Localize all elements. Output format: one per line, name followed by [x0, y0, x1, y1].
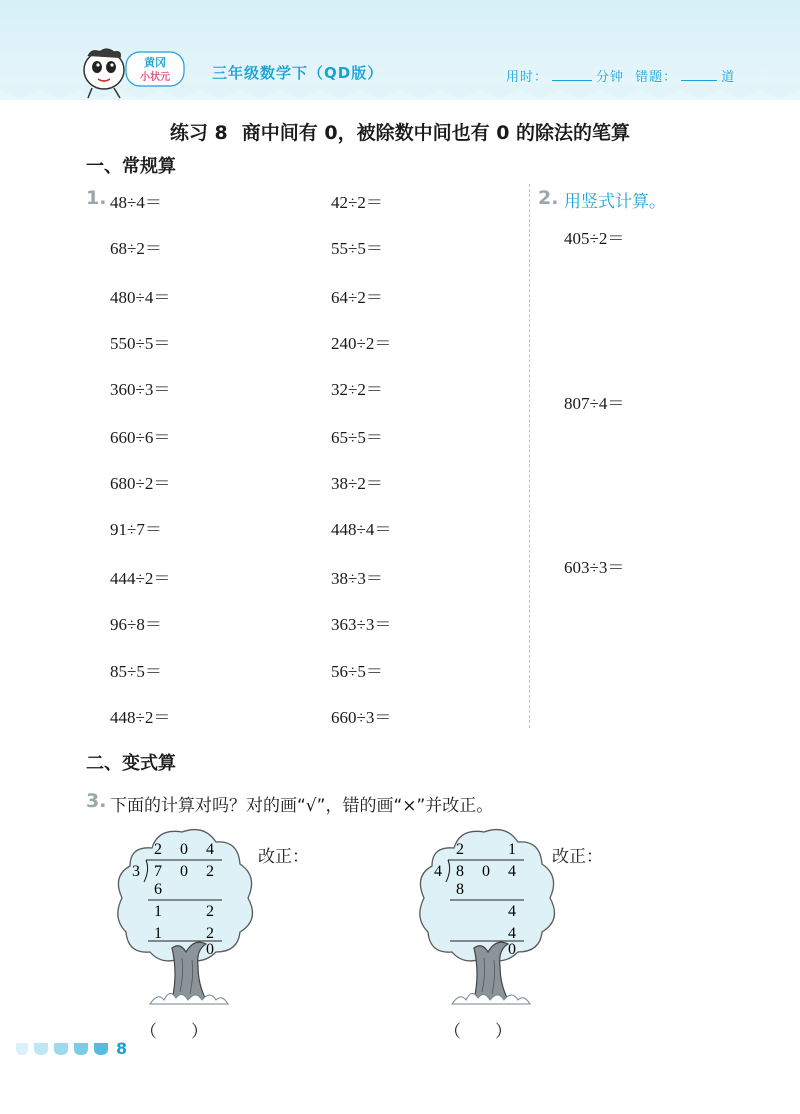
division-problem[interactable]: 660÷3＝	[331, 708, 392, 727]
vertical-problem[interactable]: 807÷4＝	[564, 394, 625, 413]
vertical-problem[interactable]: 405÷2＝	[564, 229, 625, 248]
division-problem[interactable]: 55÷5＝	[331, 239, 383, 258]
working-digit: 1	[154, 925, 162, 942]
division-problem[interactable]: 550÷5＝	[110, 334, 171, 353]
quotient-digit: 4	[206, 841, 214, 858]
mascot-text-line2: 小状元	[140, 72, 170, 83]
division-problem[interactable]: 85÷5＝	[110, 662, 162, 681]
question-2-number: 2.	[538, 187, 559, 209]
dividend-digit: 4	[508, 863, 516, 880]
division-problem[interactable]: 42÷2＝	[331, 193, 383, 212]
division-problem[interactable]: 96÷8＝	[110, 615, 162, 634]
division-problem[interactable]: 240÷2＝	[331, 334, 392, 353]
timing-fields	[506, 66, 735, 85]
working-digit: 8	[456, 881, 464, 898]
quotient-digit: 0	[180, 841, 188, 858]
correction-label-1: 改正：	[258, 847, 309, 867]
division-problem[interactable]: 32÷2＝	[331, 380, 383, 399]
working-digit: 1	[154, 903, 162, 920]
division-problem[interactable]: 448÷4＝	[331, 520, 392, 539]
division-problem[interactable]: 444÷2＝	[110, 569, 171, 588]
errors-label: 错题：	[635, 70, 678, 85]
division-problem[interactable]: 480÷4＝	[110, 288, 171, 307]
dividend-digit: 7	[154, 863, 162, 880]
question-1-number: 1.	[86, 187, 107, 209]
question-3-text: 下面的计算对吗？对的画“√”，错的画“×”并改正。	[110, 796, 494, 816]
divisor-digit: 3	[132, 863, 140, 880]
minute-label: 分钟	[596, 70, 625, 85]
working-digit: 4	[508, 925, 516, 942]
division-problem[interactable]: 448÷2＝	[110, 708, 171, 727]
quotient-digit: 2	[456, 841, 464, 858]
quotient-digit: 2	[154, 841, 162, 858]
division-problem[interactable]: 48÷4＝	[110, 193, 162, 212]
working-digit: 4	[508, 903, 516, 920]
footer-decoration	[14, 1041, 114, 1057]
section-heading-1: 一、常规算	[86, 156, 176, 177]
book-title: 三年级数学下（QD版）	[212, 64, 384, 82]
lesson-number: 练习 8	[169, 122, 228, 144]
vertical-problem[interactable]: 603÷3＝	[564, 558, 625, 577]
division-problem[interactable]: 660÷6＝	[110, 428, 171, 447]
working-digit: 2	[206, 903, 214, 920]
working-digit: 6	[154, 881, 162, 898]
dividend-digit: 8	[456, 863, 464, 880]
division-problem[interactable]: 65÷5＝	[331, 428, 383, 447]
question-2-text: 用竖式计算。	[564, 192, 666, 212]
answer-parentheses-2[interactable]: （ ）	[444, 1022, 512, 1041]
errors-blank[interactable]	[681, 68, 717, 81]
dividend-digit: 2	[206, 863, 214, 880]
mascot-text-line1: 黄冈	[144, 57, 166, 69]
time-blank[interactable]	[552, 68, 592, 81]
division-problem[interactable]: 91÷7＝	[110, 520, 162, 539]
tree-illustration-1	[112, 824, 262, 1014]
column-divider	[529, 184, 530, 728]
section-heading-2: 二、变式算	[86, 753, 176, 774]
mascot-logo	[78, 46, 208, 100]
time-label: 用时：	[506, 70, 549, 85]
working-digit: 0	[508, 941, 516, 958]
division-problem[interactable]: 64÷2＝	[331, 288, 383, 307]
answer-parentheses-1[interactable]: （ ）	[140, 1022, 208, 1041]
working-digit: 0	[206, 941, 214, 958]
division-problem[interactable]: 38÷2＝	[331, 474, 383, 493]
errors-unit: 道	[721, 70, 736, 85]
quotient-digit: 1	[508, 841, 516, 858]
dividend-digit: 0	[482, 863, 490, 880]
division-problem[interactable]: 56÷5＝	[331, 662, 383, 681]
lesson-title	[0, 118, 800, 145]
division-problem[interactable]: 363÷3＝	[331, 615, 392, 634]
division-problem[interactable]: 680÷2＝	[110, 474, 171, 493]
dividend-digit: 0	[180, 863, 188, 880]
divisor-digit: 4	[434, 863, 442, 880]
working-digit: 2	[206, 925, 214, 942]
division-problem[interactable]: 38÷3＝	[331, 569, 383, 588]
tree-illustration-2	[414, 824, 564, 1014]
division-problem[interactable]: 68÷2＝	[110, 239, 162, 258]
page-number: 8	[116, 1039, 128, 1058]
lesson-title-text: 商中间有 0，被除数中间也有 0 的除法的笔算	[241, 122, 631, 144]
question-3-number: 3.	[86, 790, 107, 812]
correction-label-2: 改正：	[552, 847, 603, 867]
division-problem[interactable]: 360÷3＝	[110, 380, 171, 399]
